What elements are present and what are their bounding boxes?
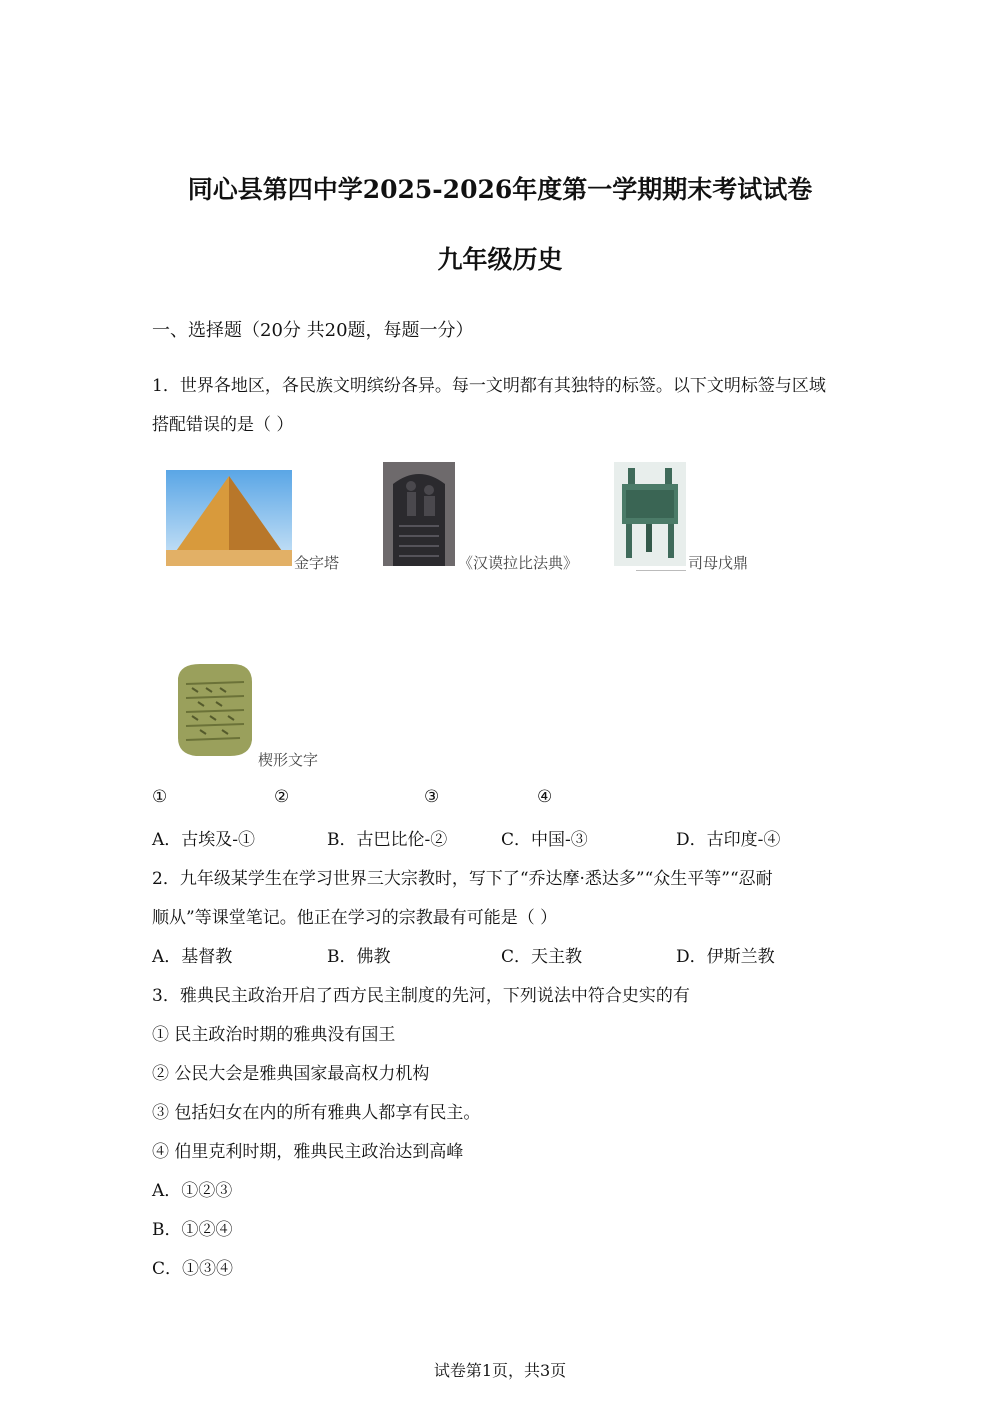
bronze-ding-image: [614, 462, 686, 566]
q2-option-a: A．基督教: [152, 947, 233, 967]
q2-text-line1: 2．九年级某学生在学习世界三大宗教时，写下了“乔达摩·悉达多”“众生平等”“忍耐: [152, 869, 773, 889]
q3-option-c: C．①③④: [152, 1259, 234, 1279]
bronze-ding-caption: 司母戊鼎: [688, 554, 749, 572]
q1-option-c: C．中国-③: [501, 830, 588, 850]
q2-option-b: B．佛教: [327, 947, 391, 967]
q2-text-line2: 顺从”等课堂笔记。他正在学习的宗教最有可能是（ ）: [152, 908, 558, 928]
exam-title: 同心县第四中学2025-2026年度第一学期期末考试试卷: [187, 175, 813, 204]
marker-1: ①: [152, 787, 168, 807]
q2-option-d: D．伊斯兰教: [676, 947, 775, 967]
clay-tablet-image: [170, 660, 258, 760]
q2-option-c: C．天主教: [501, 947, 583, 967]
q3-statement-4: ④ 伯里克利时期，雅典民主政治达到高峰: [152, 1142, 464, 1162]
marker-4: ④: [537, 787, 553, 807]
q1-option-a: A．古埃及-①: [152, 830, 256, 850]
q3-statement-3: ③ 包括妇女在内的所有雅典人都享有民主。: [152, 1103, 481, 1123]
image-divider: [636, 570, 686, 571]
q3-option-b: B．①②④: [152, 1220, 233, 1240]
section-heading: 一、选择题（20分 共20题，每题一分）: [152, 320, 474, 341]
code-stele-caption: 《汉谟拉比法典》: [458, 554, 579, 572]
q3-statement-1: ① 民主政治时期的雅典没有国王: [152, 1025, 396, 1045]
q1-option-b: B．古巴比伦-②: [327, 830, 448, 850]
q1-text-line2: 搭配错误的是（ ）: [152, 415, 294, 435]
q1-option-d: D．古印度-④: [676, 830, 781, 850]
exam-subtitle: 九年级历史: [437, 245, 563, 274]
page-number: 试卷第1页，共3页: [433, 1361, 567, 1380]
q3-text: 3．雅典民主政治开启了西方民主制度的先河，下列说法中符合史实的有: [152, 986, 690, 1006]
pyramid-image: [166, 470, 292, 566]
clay-tablet-caption: 楔形文字: [258, 751, 319, 769]
code-stele-image: [383, 462, 455, 566]
q3-statement-2: ② 公民大会是雅典国家最高权力机构: [152, 1064, 430, 1084]
q3-option-a: A．①②③: [152, 1181, 233, 1201]
pyramid-caption: 金字塔: [294, 554, 340, 572]
marker-3: ③: [424, 787, 440, 807]
marker-2: ②: [274, 787, 290, 807]
q1-text-line1: 1．世界各地区，各民族文明缤纷各异。每一文明都有其独特的标签。以下文明标签与区域: [152, 376, 826, 396]
